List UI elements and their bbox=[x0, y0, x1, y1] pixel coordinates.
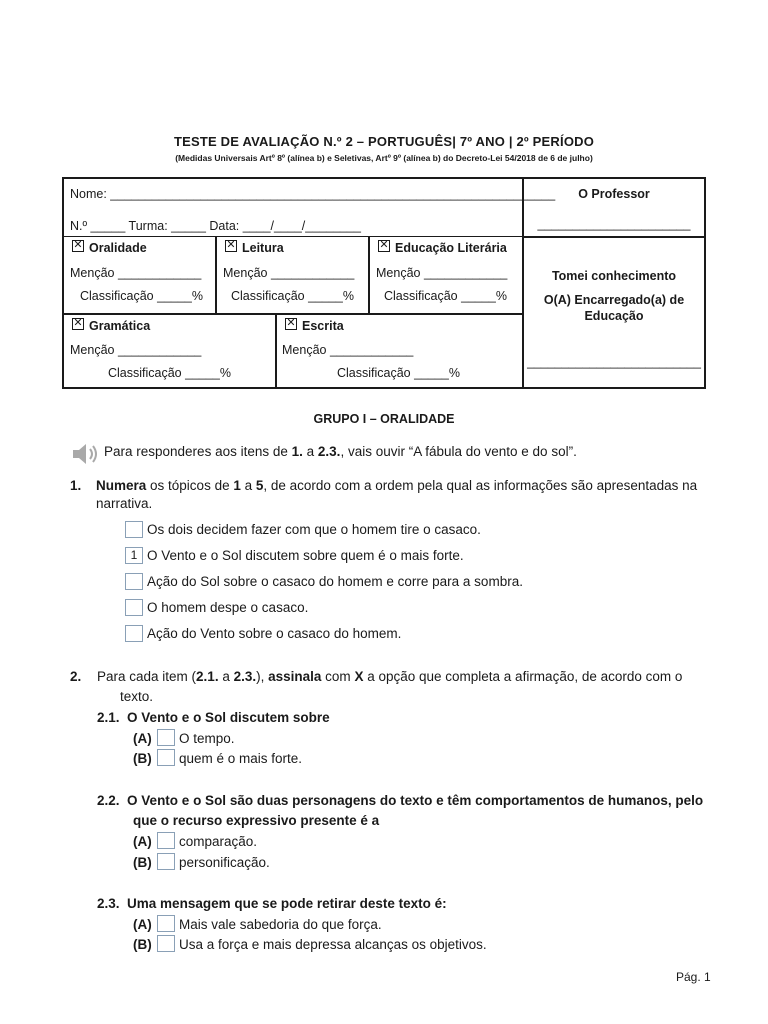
order-box-5[interactable] bbox=[125, 625, 143, 642]
question-2-stem: Para cada item (2.1. a 2.3.), assinala com X a opção que completa a afirmação, de acordo com o bbox=[97, 669, 683, 684]
encarregado-signature-line[interactable]: _________________________ bbox=[527, 355, 701, 369]
leitura-mencao[interactable]: Menção ____________ bbox=[223, 266, 355, 280]
educacao-literaria-checkbox[interactable]: ✕ bbox=[379, 239, 389, 251]
item-2-1-option-a-box[interactable] bbox=[157, 729, 175, 746]
professor-label: O Professor bbox=[578, 187, 650, 201]
question-1-number: 1. bbox=[70, 478, 82, 493]
group-intro: Para responderes aos itens de 1. a 2.3., vais ouvir “A fábula do vento e do sol”. bbox=[104, 444, 577, 459]
item-2-2-stem-cont: que o recurso expressivo presente é a bbox=[133, 813, 380, 828]
item-2-1-stem: 2.1. O Vento e o Sol discutem sobre bbox=[97, 710, 330, 725]
gramatica-label: Gramática bbox=[89, 319, 151, 333]
item-2-3-option-b-box[interactable] bbox=[157, 935, 175, 952]
item-2-2-option-b-box[interactable] bbox=[157, 853, 175, 870]
question-1-stem: Numera os tópicos de 1 a 5, de acordo com a ordem pela qual as informações são apresentadas na bbox=[96, 478, 698, 493]
oralidade-mencao[interactable]: Menção ____________ bbox=[70, 266, 202, 280]
educacao-literaria-classificacao[interactable]: Classificação _____% bbox=[384, 289, 507, 303]
item-2-1-option-a-key: (A) bbox=[133, 731, 152, 746]
tomei-conhecimento-label: Tomei conhecimento bbox=[551, 269, 677, 283]
question-2-stem-cont: texto. bbox=[120, 689, 154, 704]
oralidade-label: Oralidade bbox=[89, 241, 147, 255]
encarregado-label-1: O(A) Encarregado(a) de bbox=[543, 293, 685, 307]
professor-signature-line[interactable]: ______________________ bbox=[537, 217, 691, 231]
item-2-1-option-b-key: (B) bbox=[133, 751, 152, 766]
order-box-4[interactable] bbox=[125, 599, 143, 616]
item-2-2-option-a-text: comparação. bbox=[179, 834, 258, 849]
test-subtitle: (Medidas Universais Artº 8º (alínea b) e Seletivas, Artº 9º (alínea b) do Decreto-Lei 54/2018 de 6 de julho) bbox=[175, 153, 593, 163]
group-title: GRUPO I – ORALIDADE bbox=[313, 412, 455, 426]
item-2-3-stem: 2.3. Uma mensagem que se pode retirar deste texto é: bbox=[97, 896, 447, 911]
order-box-2[interactable]: 1 bbox=[125, 547, 143, 564]
topic-item-3: Ação do Sol sobre o casaco do homem e corre para a sombra. bbox=[147, 574, 523, 589]
question-1-stem-cont: narrativa. bbox=[96, 496, 153, 511]
topic-item-4: O homem despe o casaco. bbox=[147, 600, 309, 615]
item-2-2-option-a-box[interactable] bbox=[157, 832, 175, 849]
oralidade-checkbox[interactable]: ✕ bbox=[73, 239, 83, 251]
escrita-label: Escrita bbox=[302, 319, 344, 333]
leitura-label: Leitura bbox=[242, 241, 284, 255]
order-box-3[interactable] bbox=[125, 573, 143, 590]
evaluation-header-table bbox=[62, 177, 706, 389]
topic-item-5: Ação do Vento sobre o casaco do homem. bbox=[147, 626, 402, 641]
educacao-literaria-label: Educação Literária bbox=[395, 241, 507, 255]
gramatica-checkbox[interactable]: ✕ bbox=[73, 317, 83, 329]
item-2-3-option-a-key: (A) bbox=[133, 917, 152, 932]
item-2-1-option-b-box[interactable] bbox=[157, 749, 175, 766]
topic-item-1: Os dois decidem fazer com que o homem tire o casaco. bbox=[147, 522, 481, 537]
page-number: Pág. 1 bbox=[676, 970, 711, 984]
name-field[interactable]: Nome: ________________________________________________________________ bbox=[70, 187, 556, 201]
order-box-1[interactable] bbox=[125, 521, 143, 538]
educacao-literaria-mencao[interactable]: Menção ____________ bbox=[376, 266, 508, 280]
test-title: TESTE DE AVALIAÇÃO N.º 2 – PORTUGUÊS| 7º ANO | 2º PERÍODO bbox=[173, 134, 595, 149]
oralidade-classificacao[interactable]: Classificação _____% bbox=[80, 289, 203, 303]
leitura-classificacao[interactable]: Classificação _____% bbox=[231, 289, 354, 303]
gramatica-classificacao[interactable]: Classificação _____% bbox=[108, 366, 231, 380]
item-2-2-option-b-key: (B) bbox=[133, 855, 152, 870]
item-2-3-option-a-box[interactable] bbox=[157, 915, 175, 932]
item-2-3-option-a-text: Mais vale sabedoria do que força. bbox=[179, 917, 382, 932]
item-2-2-option-a-key: (A) bbox=[133, 834, 152, 849]
escrita-classificacao[interactable]: Classificação _____% bbox=[337, 366, 460, 380]
gramatica-mencao[interactable]: Menção ____________ bbox=[70, 343, 202, 357]
item-2-3-option-b-key: (B) bbox=[133, 937, 152, 952]
item-2-1-option-a-text: O tempo. bbox=[179, 731, 235, 746]
item-2-1-option-b-text: quem é o mais forte. bbox=[179, 751, 303, 766]
question-2-number: 2. bbox=[70, 669, 82, 684]
number-class-date-field[interactable]: N.º _____ Turma: _____ Data: ____/____/________ bbox=[70, 219, 361, 233]
topic-item-2: O Vento e o Sol discutem sobre quem é o mais forte. bbox=[147, 548, 464, 563]
item-2-2-stem: 2.2. O Vento e o Sol são duas personagens do texto e têm comportamentos de humanos, pelo bbox=[97, 793, 704, 808]
item-2-2-option-b-text: personificação. bbox=[179, 855, 270, 870]
item-2-3-option-b-text: Usa a força e mais depressa alcanças os objetivos. bbox=[179, 937, 487, 952]
escrita-checkbox[interactable]: ✕ bbox=[286, 317, 296, 329]
speaker-icon[interactable] bbox=[71, 442, 101, 466]
leitura-checkbox[interactable]: ✕ bbox=[226, 239, 236, 251]
encarregado-label-2: Educação bbox=[584, 309, 644, 323]
escrita-mencao[interactable]: Menção ____________ bbox=[282, 343, 414, 357]
